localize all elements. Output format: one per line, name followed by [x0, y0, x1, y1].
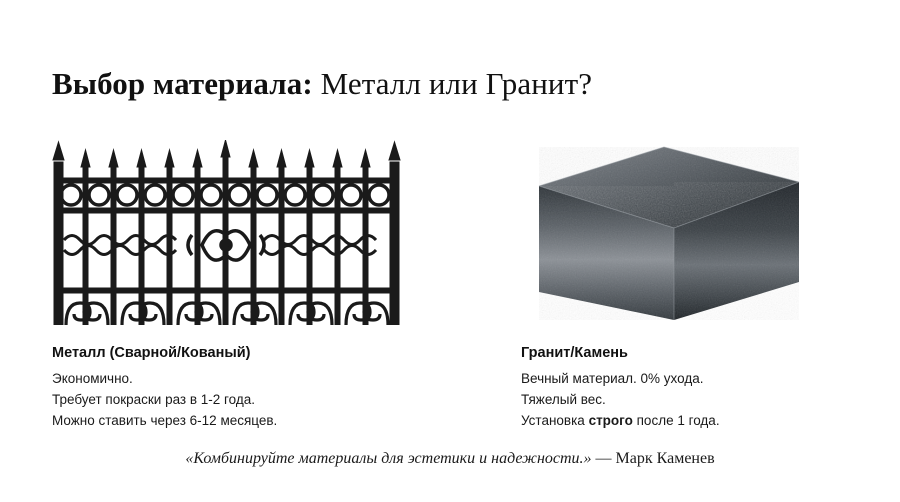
granite-caption-heading: Гранит/Камень — [521, 345, 628, 361]
page-title-bold: Выбор материала: — [52, 66, 313, 101]
column-granite — [521, 140, 900, 325]
metal-line-2: Требует покраски раз в 1-2 года. — [52, 392, 256, 407]
column-metal — [52, 140, 432, 325]
granite-line-3 — [521, 410, 720, 431]
granite-line-2 — [521, 389, 720, 410]
wrought-iron-fence-illustration — [52, 140, 412, 325]
metal-caption-body — [52, 368, 277, 431]
granite-caption-body — [521, 368, 720, 431]
page-title — [52, 66, 592, 102]
granite-line-1-text: Вечный материал. 0% ухода. — [521, 371, 704, 386]
granite-block-photo — [534, 142, 804, 322]
granite-line-3-pre: Установка — [521, 413, 589, 428]
granite-line-2-text: Тяжелый вес. — [521, 392, 606, 407]
metal-art-box — [52, 140, 432, 325]
page-title-rest: Металл или Гранит? — [312, 66, 593, 101]
granite-line-3-strong: строго — [588, 413, 633, 428]
granite-art-box — [521, 140, 900, 325]
footer-quote-author: — Марк Каменев — [591, 450, 715, 467]
metal-line-1: Экономично. — [52, 371, 133, 386]
metal-line-3: Можно ставить через 6-12 месяцев. — [52, 413, 278, 428]
footer-quote — [0, 450, 900, 468]
metal-caption-heading: Металл (Сварной/Кованый) — [52, 345, 251, 361]
granite-line-3-post: после 1 года. — [632, 413, 720, 428]
footer-quote-text: «Комбинируйте материалы для эстетики и надежности.» — [185, 450, 592, 467]
granite-line-1 — [521, 368, 720, 389]
